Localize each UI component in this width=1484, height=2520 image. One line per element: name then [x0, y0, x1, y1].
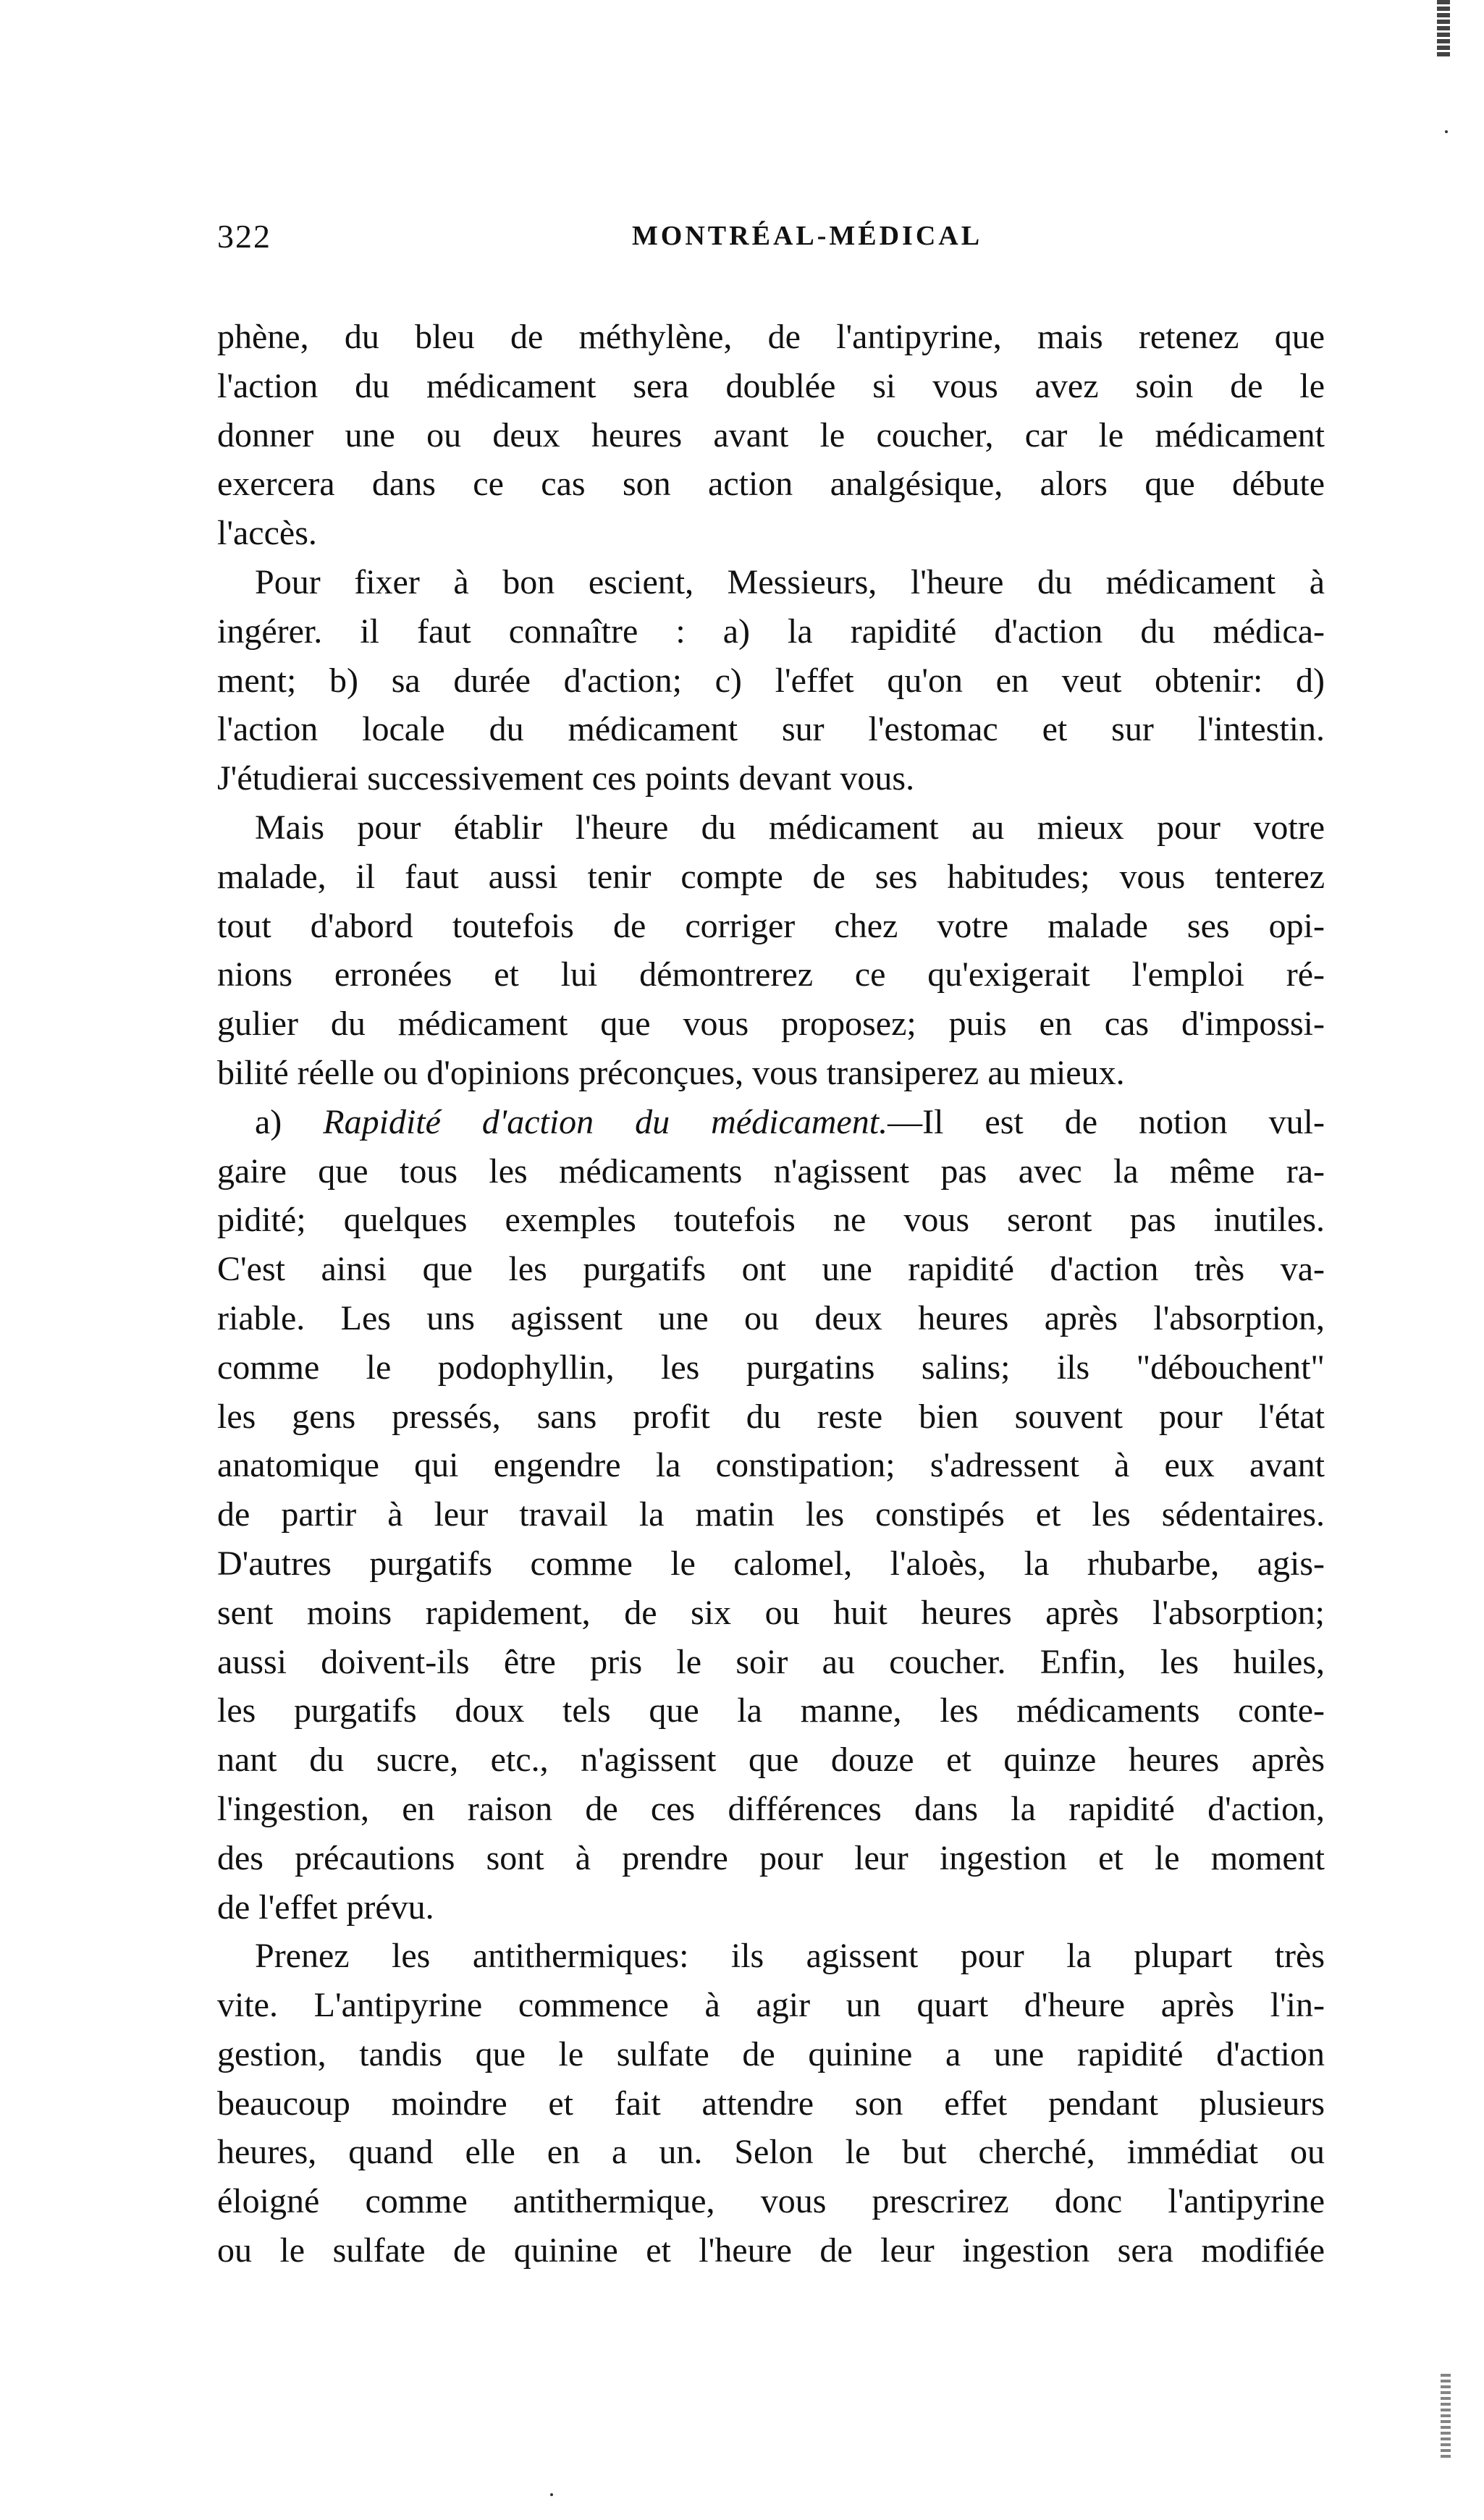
running-head: [217, 217, 1325, 261]
body-text: [217, 313, 1325, 2275]
heading-prefix: a): [255, 1102, 324, 1141]
journal-title: MONTRÉAL-MÉDICAL: [631, 221, 983, 251]
text-line: ou le sulfate de quinine et l'heure de leur ingestion sera modifiée: [217, 2231, 1325, 2270]
text-line: pidité; quelques exemples toutefois ne vous seront pas inutiles.: [217, 1201, 1325, 1240]
text-line: beaucoup moindre et fait attendre son effet pendant plusieurs: [217, 2084, 1325, 2123]
text-line: donner une ou deux heures avant le coucher, car le médicament: [217, 415, 1325, 454]
text-line: C'est ainsi que les purgatifs ont une rapidité d'action très va-: [217, 1250, 1325, 1289]
section-heading: Rapidité d'action du médicament.: [323, 1102, 888, 1141]
text-line: gestion, tandis que le sulfate de quinine a une rapidité d'action: [217, 2034, 1325, 2073]
page-number: 322: [217, 218, 271, 255]
scan-speck: [550, 2493, 553, 2496]
heading-suffix: —Il est de notion vul-: [888, 1102, 1325, 1141]
text-line: phène, du bleu de méthylène, de l'antipyrine, mais retenez que: [217, 318, 1325, 356]
scan-speck: [1445, 130, 1448, 133]
text-line: comme le podophyllin, les purgatins salins; ils "débouchent": [217, 1348, 1325, 1387]
scan-edge-mark: [1437, 0, 1450, 58]
text-line: J'étudierai successivement ces points devant vous.: [217, 759, 915, 798]
text-line: gaire que tous les médicaments n'agissent pas avec la même ra-: [217, 1151, 1325, 1191]
text-line: nant du sucre, etc., n'agissent que douze et quinze heures après: [217, 1741, 1325, 1780]
text-line: tout d'abord toutefois de corriger chez votre malade ses opi-: [217, 906, 1325, 945]
text-line: ment; b) sa durée d'action; c) l'effet qu'on en veut obtenir: d): [217, 661, 1325, 700]
text-line: l'action locale du médicament sur l'estomac et sur l'intestin.: [217, 710, 1325, 749]
text-line: l'ingestion, en raison de ces différences dans la rapidité d'action,: [217, 1789, 1325, 1828]
text-line: vite. L'antipyrine commence à agir un quart d'heure après l'in-: [217, 1986, 1325, 2025]
scan-edge-mark: [1441, 2374, 1451, 2461]
text-line: de partir à leur travail la matin les constipés et les sédentaires.: [217, 1495, 1325, 1534]
text-line: l'accès.: [217, 514, 317, 553]
text-line: sent moins rapidement, de six ou huit heures après l'absorption;: [217, 1593, 1325, 1632]
text-line: anatomique qui engendre la constipation; s'adressent à eux avant: [217, 1446, 1325, 1485]
text-line: Prenez les antithermiques: ils agissent pour la plupart très: [255, 1937, 1325, 1976]
text-line: exercera dans ce cas son action analgésique, alors que débute: [217, 465, 1325, 504]
text-line: Pour fixer à bon escient, Messieurs, l'heure du médicament à: [255, 562, 1325, 601]
text-line: ingérer. il faut connaître : a) la rapidité d'action du médica-: [217, 612, 1325, 651]
text-line: heures, quand elle en a un. Selon le but cherché, immédiat ou: [217, 2133, 1325, 2172]
text-line: Mais pour établir l'heure du médicament au mieux pour votre: [255, 808, 1325, 847]
text-line: D'autres purgatifs comme le calomel, l'aloès, la rhubarbe, agis-: [217, 1544, 1325, 1583]
text-line: éloigné comme antithermique, vous prescrirez donc l'antipyrine: [217, 2182, 1325, 2221]
text-line: de l'effet prévu.: [217, 1887, 434, 1927]
text-line: bilité réelle ou d'opinions préconçues, vous transiperez au mieux.: [217, 1053, 1125, 1092]
text-line: des précautions sont à prendre pour leur ingestion et le moment: [217, 1838, 1325, 1877]
text-line: les purgatifs doux tels que la manne, les médicaments conte-: [217, 1691, 1325, 1730]
text-line: gulier du médicament que vous proposez; puis en cas d'impossi-: [217, 1005, 1325, 1044]
text-line: les gens pressés, sans profit du reste bien souvent pour l'état: [217, 1397, 1325, 1436]
text-line: malade, il faut aussi tenir compte de ses habitudes; vous tenterez: [217, 857, 1325, 896]
text-line-italic-heading: [217, 1098, 1325, 1147]
text-line: riable. Les uns agissent une ou deux heures après l'absorption,: [217, 1298, 1325, 1337]
text-line: aussi doivent-ils être pris le soir au coucher. Enfin, les huiles,: [217, 1642, 1325, 1681]
text-line: nions erronées et lui démontrerez ce qu'exigerait l'emploi ré-: [217, 955, 1325, 994]
text-line: l'action du médicament sera doublée si vous avez soin de le: [217, 366, 1325, 405]
